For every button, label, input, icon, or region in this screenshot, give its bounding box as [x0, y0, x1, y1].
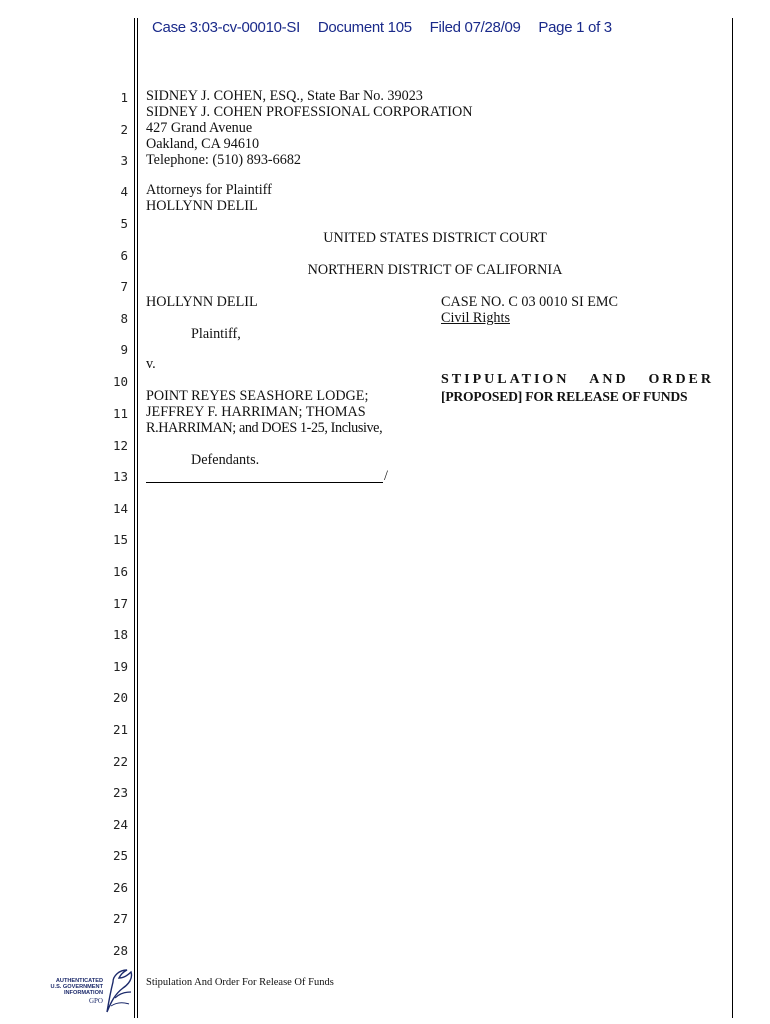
line-number: 27	[112, 911, 128, 926]
caption-rule	[146, 482, 383, 483]
ecf-header	[152, 19, 612, 36]
line-number: 14	[112, 501, 128, 516]
line-number: 13	[112, 469, 128, 484]
line-number: 5	[120, 216, 128, 231]
attorney-telephone: Telephone: (510) 893-6682	[146, 152, 302, 168]
attorney-name: SIDNEY J. COHEN, ESQ., State Bar No. 39023	[146, 88, 423, 104]
line-number: 22	[112, 754, 128, 769]
header-page-count: Page 1 of 3	[538, 19, 612, 36]
header-filed-date: Filed 07/28/09	[429, 19, 521, 36]
case-number: CASE NO. C 03 0010 SI EMC	[441, 294, 618, 310]
line-number: 26	[112, 880, 128, 895]
document-title-line-2: [PROPOSED] FOR RELEASE OF FUNDS	[441, 389, 688, 404]
line-number: 3	[120, 153, 128, 168]
attorney-client-name: HOLLYNN DELIL	[146, 198, 258, 214]
versus: v.	[146, 356, 156, 372]
line-number: 4	[120, 184, 128, 199]
header-document-number: Document 105	[317, 19, 412, 36]
attorney-city: Oakland, CA 94610	[146, 136, 260, 152]
line-number: 15	[112, 532, 128, 547]
attorneys-for-label: Attorneys for Plaintiff	[146, 182, 272, 198]
line-number: 9	[120, 342, 128, 357]
court-district: NORTHERN DISTRICT OF CALIFORNIA	[307, 262, 563, 278]
left-margin-rule-2	[137, 18, 138, 1018]
title-word-stipulation: STIPULATION	[441, 372, 570, 387]
line-number: 2	[120, 122, 128, 137]
line-number: 6	[120, 248, 128, 263]
line-number: 24	[112, 817, 128, 832]
defendants-line-1: POINT REYES SEASHORE LODGE;	[146, 388, 369, 404]
left-margin-rule-1	[134, 18, 135, 1018]
line-number: 25	[112, 848, 128, 863]
line-number: 19	[112, 659, 128, 674]
footer-title: Stipulation And Order For Release Of Funds	[146, 977, 334, 988]
title-word-and: AND	[589, 372, 629, 387]
title-word-order: ORDER	[648, 372, 714, 387]
right-margin-rule	[732, 18, 733, 1018]
seal-text-3: INFORMATION	[63, 990, 103, 996]
defendants-line-2: JEFFREY F. HARRIMAN; THOMAS	[146, 404, 366, 420]
header-case-number: Case 3:03-cv-00010-SI	[152, 19, 300, 36]
defendants-line-3: R.HARRIMAN; and DOES 1-25, Inclusive,	[146, 420, 383, 436]
line-number: 18	[112, 627, 128, 642]
line-number: 1	[120, 90, 128, 105]
case-type: Civil Rights	[441, 310, 510, 326]
seal-text-4: GPO	[88, 997, 103, 1005]
gpo-seal	[40, 968, 135, 1016]
line-number: 11	[112, 406, 128, 421]
seal-text-2: U.S. GOVERNMENT	[50, 984, 103, 990]
caption-slash: /	[384, 468, 388, 484]
defendants-role: Defendants.	[191, 452, 260, 468]
line-number: 23	[112, 785, 128, 800]
line-number: 12	[112, 438, 128, 453]
eagle-icon	[101, 968, 135, 1014]
court-name: UNITED STATES DISTRICT COURT	[323, 230, 547, 246]
line-number: 10	[112, 374, 128, 389]
plaintiff-name: HOLLYNN DELIL	[146, 294, 258, 310]
line-number: 16	[112, 564, 128, 579]
line-number: 7	[120, 279, 128, 294]
attorney-firm: SIDNEY J. COHEN PROFESSIONAL CORPORATION	[146, 104, 473, 120]
line-number: 21	[112, 722, 128, 737]
document-title-line-1	[441, 372, 714, 388]
seal-text-1: AUTHENTICATED	[55, 978, 103, 984]
line-number: 8	[120, 311, 128, 326]
attorney-street: 427 Grand Avenue	[146, 120, 253, 136]
line-number: 28	[112, 943, 128, 958]
line-number: 17	[112, 596, 128, 611]
plaintiff-role: Plaintiff,	[191, 326, 241, 342]
line-number: 20	[112, 690, 128, 705]
